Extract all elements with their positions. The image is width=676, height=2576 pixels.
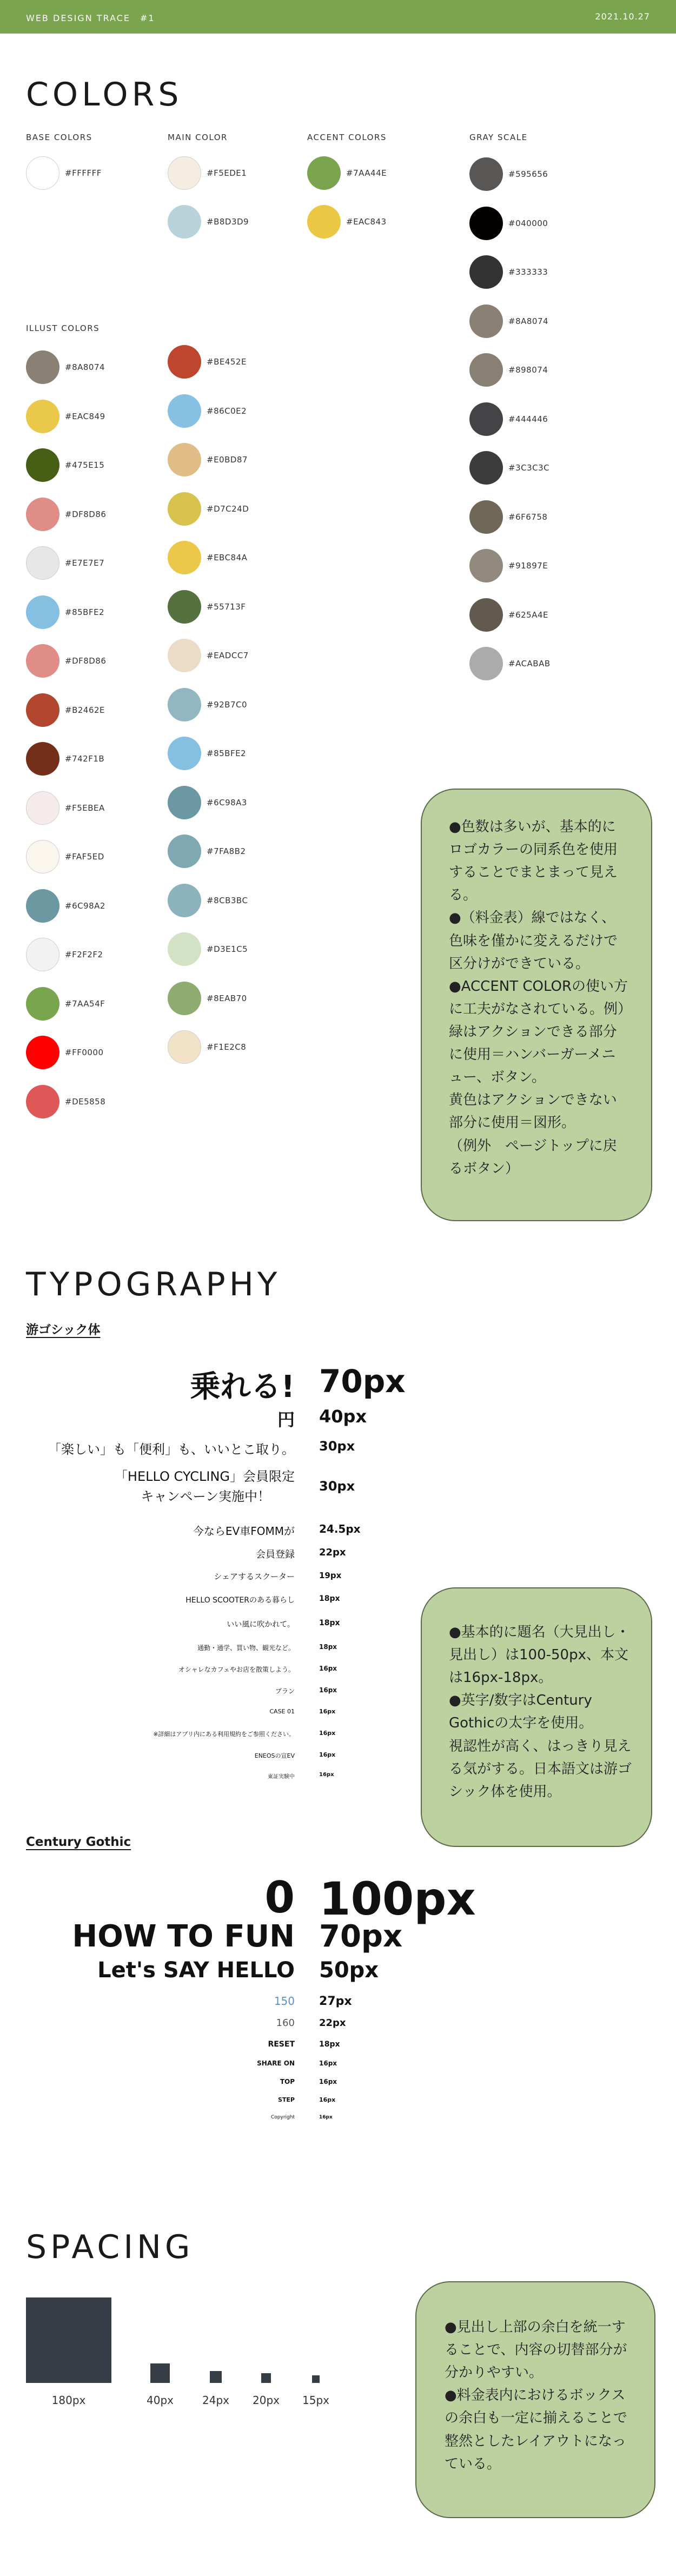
color-hex-label: #92B7C0: [207, 700, 248, 710]
swatch-illust-1-5: [26, 546, 104, 580]
color-dot: [26, 498, 59, 531]
spacing-label-180: 180px: [51, 2394, 86, 2407]
color-hex-label: #8EAB70: [207, 994, 247, 1003]
color-dot: [168, 590, 201, 624]
color-dot: [469, 549, 503, 582]
jp-type-size: 30px: [319, 1479, 355, 1494]
swatch-gray-8: [469, 500, 547, 534]
color-dot: [469, 207, 503, 240]
base-colors-label: BASE COLORS: [26, 133, 92, 142]
color-hex-label: #F5EBEA: [65, 803, 105, 813]
color-hex-label: #E0BD87: [207, 455, 248, 465]
colors-note-line-5: （例外 ページトップに戻るボタン）: [449, 1137, 617, 1177]
typography-note-line-2: ●英字/数字はCentury Gothicの太字を使用。: [449, 1692, 593, 1732]
swatch-gray-2: [469, 206, 548, 241]
color-dot: [26, 742, 59, 776]
color-hex-label: #EBC84A: [207, 553, 248, 562]
swatch-gray-10: [469, 598, 548, 632]
en-type-sample: 160: [276, 2017, 295, 2029]
jp-type-sample: 円: [277, 1409, 295, 1430]
en-type-sample: HOW TO FUN: [72, 1919, 295, 1954]
spacing-title: SPACING: [26, 2228, 194, 2266]
color-dot: [307, 205, 341, 239]
swatch-illust-1-14: [26, 986, 105, 1021]
color-hex-label: #333333: [508, 267, 548, 277]
swatch-illust-2-9: [168, 736, 246, 771]
color-dot: [26, 889, 59, 923]
color-hex-label: #FAF5ED: [65, 852, 104, 862]
color-dot: [469, 353, 503, 387]
swatch-illust-2-10: [168, 785, 247, 820]
color-dot: [26, 693, 59, 727]
color-hex-label: #D3E1C5: [207, 944, 248, 954]
en-type-size: 70px: [319, 1919, 403, 1954]
color-dot: [168, 982, 201, 1015]
spacing-note-line-2: ●料金表内におけるボックスの余白も一定に揃えることで整然としたレイアウトになっている。: [445, 2387, 628, 2472]
swatch-gray-3: [469, 255, 548, 289]
swatch-gray-5: [469, 353, 548, 387]
swatch-illust-1-2: [26, 399, 105, 434]
swatch-illust-1-6: [26, 595, 104, 630]
main-color-label: MAIN COLOR: [168, 133, 228, 142]
swatch-illust-1-8: [26, 693, 105, 727]
color-dot: [168, 884, 201, 917]
swatch-illust-1-11: [26, 839, 104, 874]
color-hex-label: #DE5858: [65, 1097, 106, 1107]
color-hex-label: #7AA54F: [65, 999, 105, 1009]
swatch-illust-2-8: [168, 687, 247, 722]
swatch-illust-2-11: [168, 834, 246, 869]
color-dot: [168, 835, 201, 868]
jp-type-sample: オシャレなカフェやお店を散策しよう。: [178, 1666, 295, 1673]
en-type-sample: Let's SAY HELLO: [97, 1958, 295, 1983]
color-hex-label: #86C0E2: [207, 406, 247, 416]
en-type-size: 27px: [319, 1995, 352, 2008]
color-hex-label: #ACABAB: [508, 659, 551, 668]
color-dot: [168, 156, 201, 190]
swatch-illust-1-3: [26, 448, 104, 482]
color-dot: [26, 400, 59, 433]
color-dot: [26, 840, 59, 873]
color-dot: [26, 350, 59, 384]
color-hex-label: #E7E7E7: [65, 558, 105, 568]
en-type-sample: STEP: [277, 2096, 295, 2103]
swatch-gray-7: [469, 451, 549, 485]
en-type-sample: 0: [264, 1872, 295, 1923]
color-hex-label: #D7C24D: [207, 504, 249, 514]
color-hex-label: #595656: [508, 169, 548, 179]
en-type-sample: 150: [274, 1995, 295, 2008]
page-header: [0, 0, 676, 34]
jp-type-size: 16px: [319, 1751, 336, 1758]
en-type-sample: TOP: [280, 2078, 295, 2085]
colors-note-line-3: ●ACCENT COLORの使い方に工夫がなされている。例）緑はアクションできる部分に使用＝ハンバーガーメニュー、ボタン。: [449, 978, 628, 1086]
jp-type-sample: 今ならEV車FOMMが: [193, 1525, 295, 1538]
color-dot: [26, 448, 59, 482]
color-dot: [26, 987, 59, 1021]
color-dot: [168, 541, 201, 574]
jp-type-sample: HELLO SCOOTERのある暮らし: [185, 1596, 295, 1605]
jp-type-sample: 東証実験中: [268, 1774, 295, 1780]
color-dot: [168, 205, 201, 239]
color-dot: [469, 500, 503, 534]
swatch-illust-1-9: [26, 741, 104, 776]
swatch-accent-1: [307, 156, 387, 190]
swatch-illust-1-4: [26, 497, 106, 532]
color-hex-label: #91897E: [508, 561, 548, 571]
color-dot: [168, 688, 201, 721]
color-hex-label: #F1E2C8: [207, 1042, 247, 1052]
color-dot: [469, 598, 503, 632]
swatch-illust-1-16: [26, 1084, 105, 1119]
swatch-illust-2-4: [168, 492, 249, 526]
en-type-size: 16px: [319, 2060, 337, 2067]
swatch-illust-2-6: [168, 590, 246, 624]
typography-title: TYPOGRAPHY: [26, 1266, 281, 1303]
color-hex-label: #6C98A2: [65, 901, 105, 911]
swatch-illust-2-5: [168, 540, 247, 575]
color-dot: [168, 1030, 201, 1064]
swatch-illust-1-7: [26, 644, 106, 678]
color-dot: [26, 644, 59, 678]
jp-type-size: 16px: [319, 1686, 337, 1694]
header-date: 2021.10.27: [595, 11, 650, 22]
color-dot: [307, 156, 341, 190]
en-type-size: 50px: [319, 1958, 379, 1983]
swatch-illust-1-10: [26, 791, 105, 825]
color-hex-label: #FF0000: [65, 1048, 104, 1057]
spacing-label-15: 15px: [302, 2394, 329, 2407]
jp-type-sample: シェアするスクーター: [214, 1572, 295, 1581]
color-hex-label: #55713F: [207, 602, 246, 612]
color-dot: [469, 402, 503, 436]
color-hex-label: #DF8D86: [65, 656, 107, 666]
colors-note-line-1: ●色数は多いが、基本的にロゴカラーの同系色を使用することでまとまって見える。: [449, 819, 618, 904]
jp-type-size: 18px: [319, 1594, 340, 1603]
color-hex-label: #3C3C3C: [508, 463, 550, 473]
color-hex-label: #85BFE2: [207, 749, 247, 758]
colors-note-line-4: 黄色はアクションできない部分に使用＝図形。: [449, 1092, 617, 1131]
color-hex-label: #6C98A3: [207, 798, 247, 807]
swatch-gray-6: [469, 402, 548, 436]
colors-title: COLORS: [26, 76, 183, 114]
jp-type-size: 18px: [319, 1643, 337, 1651]
spacing-note-line-1: ●見出し上部の余白を統一することで、内容の切替部分が分かりやすい。: [445, 2319, 627, 2381]
color-dot: [469, 157, 503, 191]
en-type-size: 100px: [319, 1872, 476, 1925]
swatch-accent-2: [307, 204, 387, 239]
en-type-sample: RESET: [268, 2040, 295, 2049]
en-type-sample: SHARE ON: [257, 2060, 295, 2067]
illust-colors-label: ILLUST COLORS: [26, 323, 100, 333]
jp-type-size: 24.5px: [319, 1522, 361, 1535]
color-dot: [168, 737, 201, 770]
color-hex-label: #EAC849: [65, 412, 105, 421]
swatch-illust-2-13: [168, 932, 248, 966]
spacing-label-24: 24px: [202, 2394, 229, 2407]
color-hex-label: #7FA8B2: [207, 846, 246, 856]
swatch-main-2: [168, 204, 249, 239]
color-hex-label: #EADCC7: [207, 651, 249, 660]
en-type-size: 16px: [319, 2115, 333, 2120]
color-hex-label: #898074: [508, 365, 548, 375]
swatch-gray-9: [469, 548, 548, 583]
gray-scale-label: GRAY SCALE: [469, 133, 528, 142]
color-dot: [469, 304, 503, 338]
swatch-illust-2-12: [168, 883, 248, 918]
colors-note-line-2: ●（料金表）線ではなく、色味を僅かに変えるだけで区分けができている。: [449, 910, 618, 972]
spacing-note: [415, 2281, 655, 2518]
jp-type-size: 18px: [319, 1619, 340, 1627]
color-dot: [168, 492, 201, 526]
color-hex-label: #BE452E: [207, 357, 247, 367]
header-title: WEB DESIGN TRACE #1: [26, 13, 155, 23]
en-type-sample: Copyright: [271, 2115, 295, 2120]
jp-type-sample: 会員登録: [256, 1549, 295, 1560]
color-dot: [168, 639, 201, 672]
color-hex-label: #7AA44E: [346, 168, 387, 178]
swatch-illust-1-13: [26, 937, 103, 972]
color-dot: [26, 938, 59, 971]
spacing-label-40: 40px: [147, 2394, 174, 2407]
color-dot: [26, 1085, 59, 1118]
swatch-illust-2-14: [168, 981, 247, 1016]
jp-type-size: 22px: [319, 1547, 346, 1558]
swatch-illust-2-15: [168, 1030, 246, 1064]
color-hex-label: #FFFFFF: [65, 168, 102, 178]
color-dot: [26, 791, 59, 825]
color-hex-label: #B2462E: [65, 705, 105, 715]
color-hex-label: #B8D3D9: [207, 217, 249, 227]
color-dot: [168, 786, 201, 819]
color-dot: [168, 345, 201, 379]
jp-type-sample: ※詳細はアプリ内にある利用規約をご参照ください。: [153, 1731, 295, 1738]
color-dot: [168, 443, 201, 476]
color-hex-label: #8A8074: [508, 316, 549, 326]
color-dot: [26, 546, 59, 580]
jp-type-sample: [115, 1467, 295, 1507]
swatch-illust-2-3: [168, 442, 248, 477]
color-dot: [168, 394, 201, 428]
jp-type-size: 16px: [319, 1730, 336, 1737]
jp-type-size: 40px: [319, 1406, 367, 1427]
jp-type-size: 16px: [319, 1708, 336, 1715]
color-hex-label: #F2F2F2: [65, 950, 103, 959]
spacing-block-15: [312, 2375, 320, 2383]
color-dot: [469, 255, 503, 289]
jp-type-size: 16px: [319, 1665, 337, 1672]
typography-note-line-1: ●基本的に題名（大見出し・見出し）は100-50px、本文は16px-18px。: [449, 1624, 630, 1686]
jp-type-sample: 通勤・通学、買い物、観光など。: [197, 1644, 295, 1652]
color-hex-label: #8A8074: [65, 362, 105, 372]
color-dot: [26, 595, 59, 629]
color-hex-label: #8CB3BC: [207, 896, 248, 905]
jp-type-sample: 「楽しい」も「便利」も、いいとこ取り。: [48, 1442, 295, 1457]
color-hex-label: #475E15: [65, 460, 105, 470]
en-type-size: 16px: [319, 2096, 336, 2103]
swatch-gray-4: [469, 304, 548, 339]
color-dot: [469, 647, 503, 680]
swatch-main-1: [168, 156, 247, 190]
swatch-base-1: [26, 156, 102, 190]
color-dot: [469, 451, 503, 485]
swatch-gray-11: [469, 646, 551, 681]
jp-type-sample: ENEOSの宣EV: [254, 1752, 295, 1759]
color-hex-label: #F5EDE1: [207, 168, 247, 178]
color-hex-label: #DF8D86: [65, 509, 107, 519]
color-hex-label: #040000: [508, 218, 548, 228]
jp-type-sample: いい風に吹かれて。: [227, 1620, 295, 1629]
color-hex-label: #EAC843: [346, 217, 387, 227]
jp-type-sample: CASE 01: [269, 1708, 295, 1715]
swatch-illust-1-1: [26, 350, 105, 385]
color-dot: [26, 1036, 59, 1069]
spacing-block-180: [26, 2297, 111, 2383]
jp-type-size: 19px: [319, 1571, 342, 1580]
color-hex-label: #742F1B: [65, 754, 105, 764]
swatch-illust-2-1: [168, 345, 247, 379]
color-dot: [168, 932, 201, 966]
swatch-illust-2-2: [168, 394, 247, 428]
typography-note-line-3: 視認性が高く、はっきり見える気がする。日本語文は游ゴシック体を使用。: [449, 1738, 632, 1800]
century-gothic-label: Century Gothic: [26, 1835, 131, 1849]
accent-colors-label: ACCENT COLORS: [307, 133, 387, 142]
typography-note: [421, 1587, 652, 1847]
swatch-illust-1-12: [26, 889, 105, 923]
en-type-size: 16px: [319, 2078, 337, 2085]
en-type-size: 22px: [319, 2017, 346, 2029]
en-type-size: 18px: [319, 2040, 340, 2049]
jp-type-sample-line-2: キャンペーン実施中！: [141, 1489, 270, 1505]
jp-type-sample: プラン: [275, 1687, 295, 1695]
color-hex-label: #625A4E: [508, 610, 548, 620]
jp-type-sample-line-1: 「HELLO CYCLING」会員限定: [114, 1469, 295, 1484]
spacing-block-24: [210, 2371, 222, 2383]
jp-type-size: 16px: [319, 1772, 334, 1778]
swatch-gray-1: [469, 157, 548, 191]
spacing-block-40: [150, 2363, 170, 2383]
color-dot: [26, 156, 59, 190]
color-hex-label: #444446: [508, 414, 548, 424]
jp-type-size: 30px: [319, 1439, 355, 1454]
colors-note: [421, 789, 652, 1221]
swatch-illust-2-7: [168, 638, 249, 673]
color-hex-label: #85BFE2: [65, 607, 105, 617]
spacing-label-20: 20px: [253, 2394, 280, 2407]
jp-type-sample: 乗れる!: [190, 1369, 295, 1405]
swatch-illust-1-15: [26, 1035, 104, 1070]
jp-type-size: 70px: [319, 1363, 406, 1400]
yu-gothic-label: 游ゴシック体: [26, 1323, 101, 1337]
spacing-block-20: [261, 2373, 271, 2383]
color-hex-label: #6F6758: [508, 512, 548, 522]
